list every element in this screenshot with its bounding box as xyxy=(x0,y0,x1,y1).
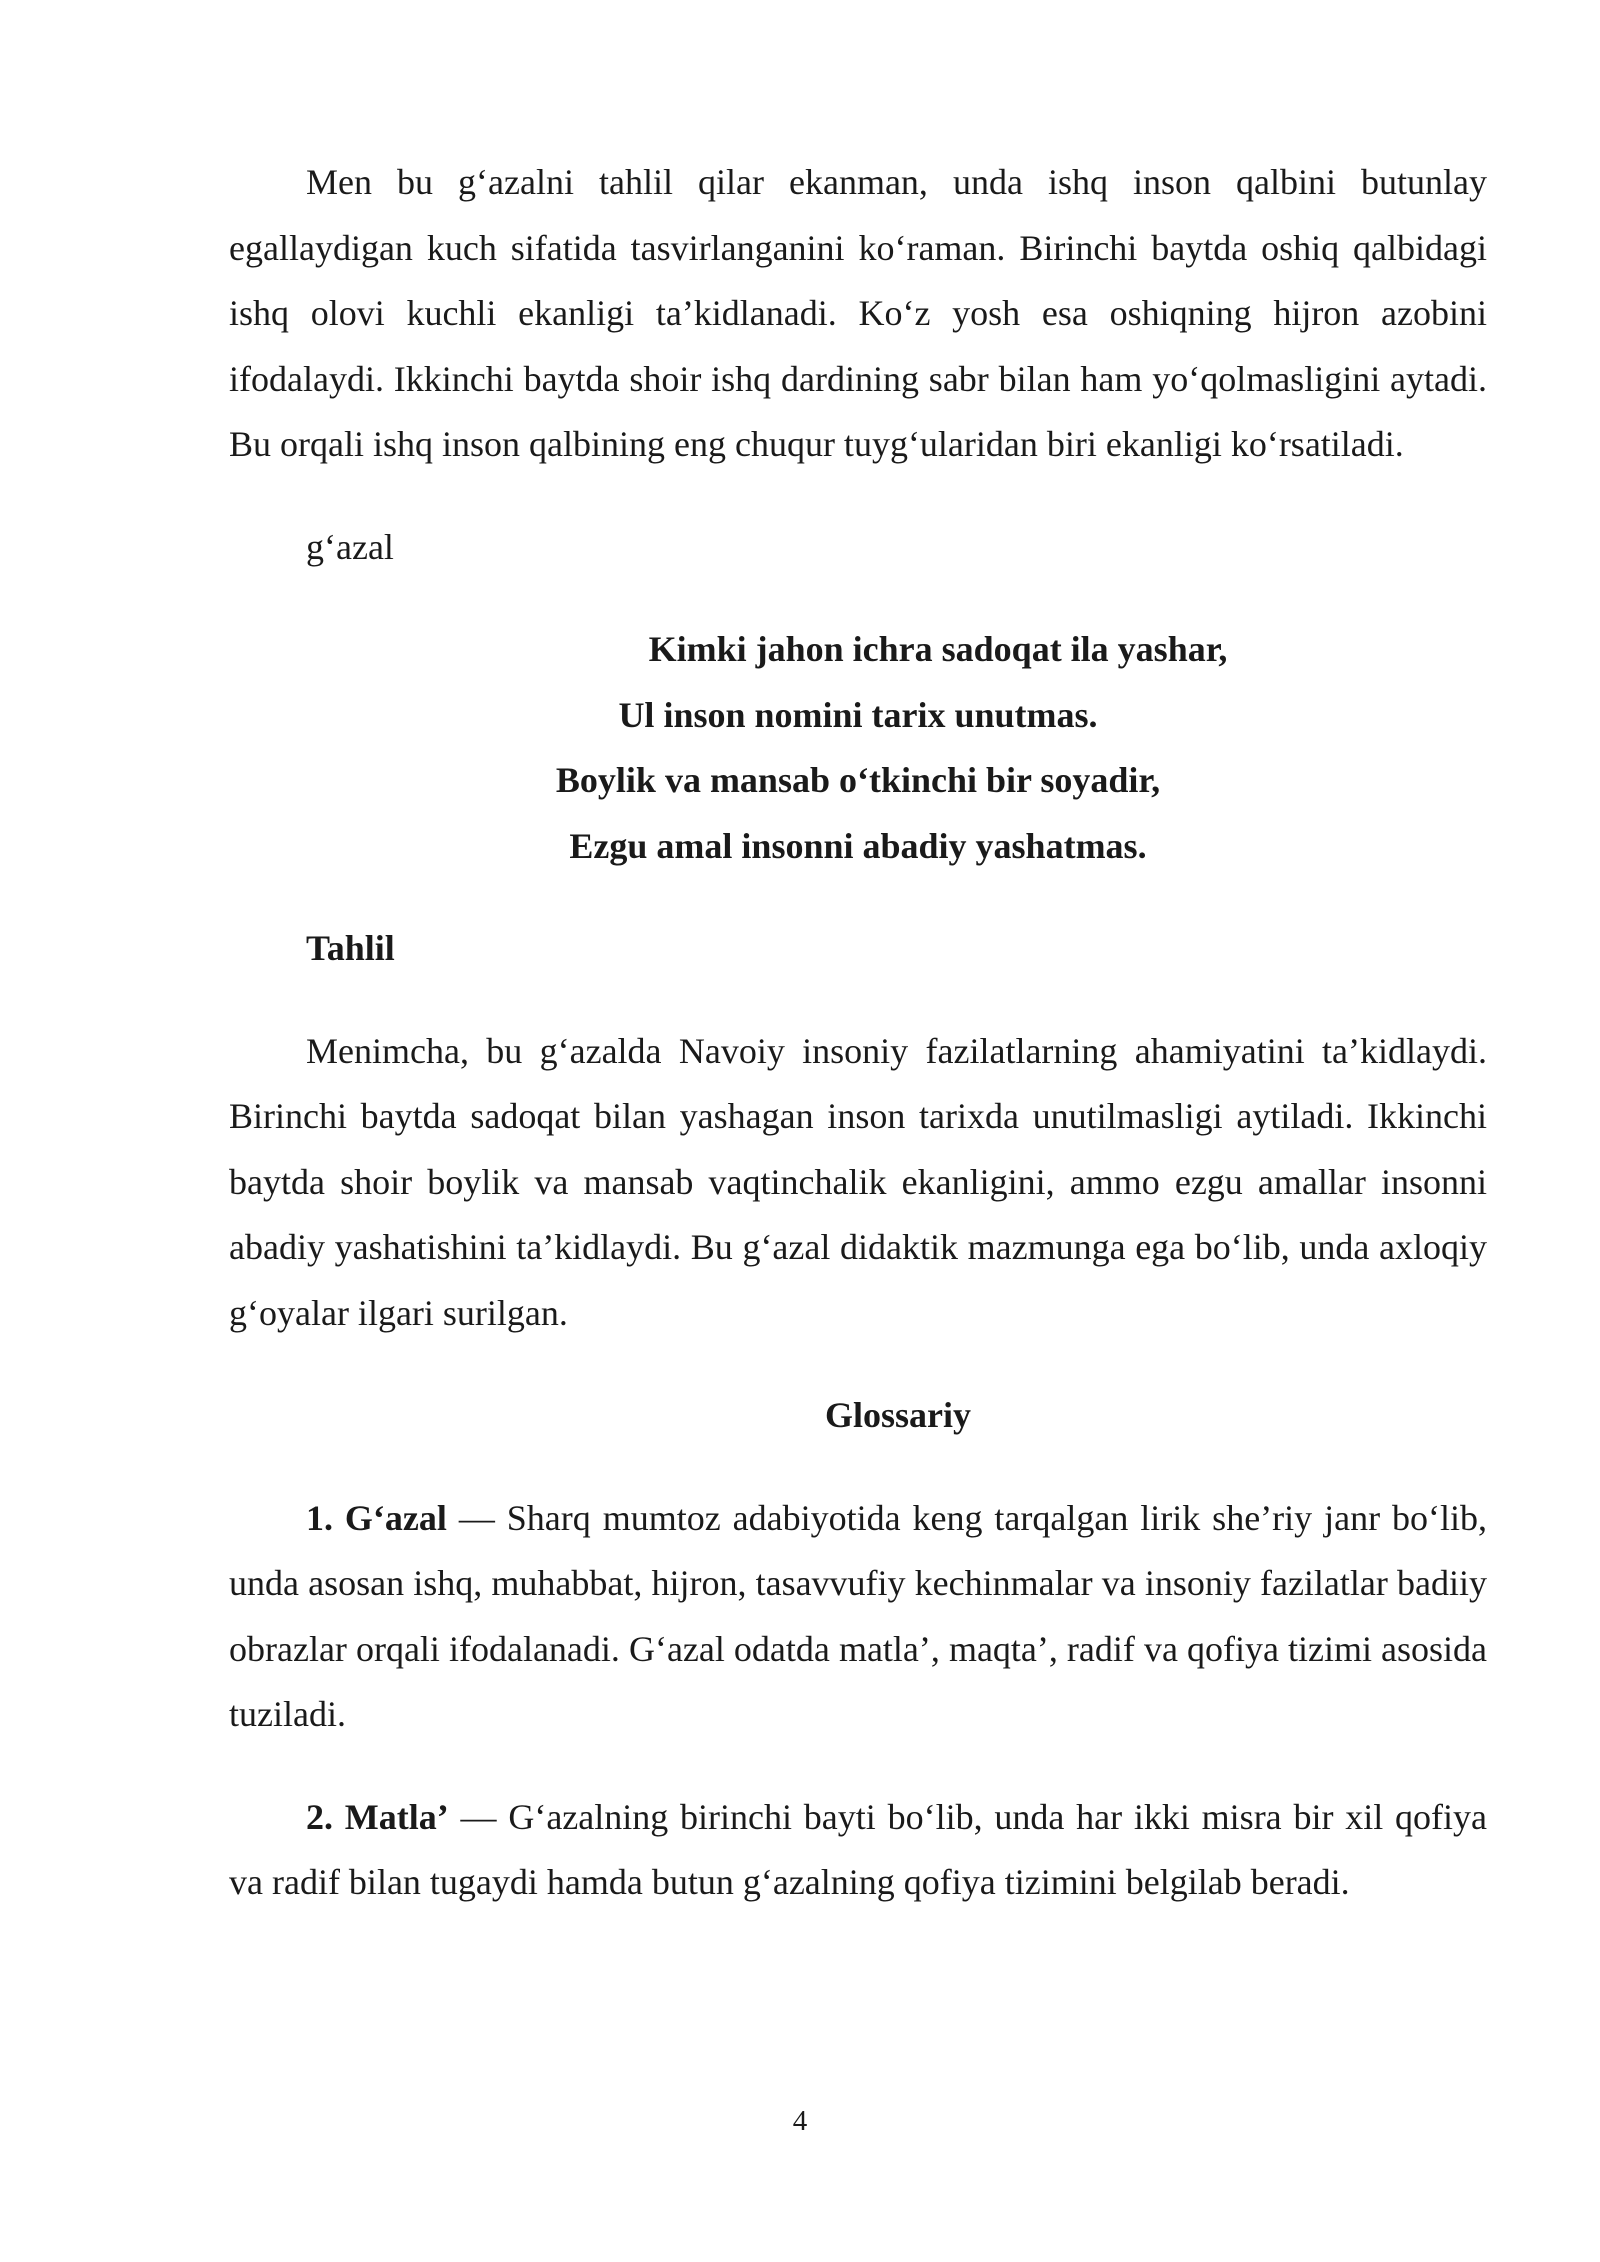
poem-line-4: Ezgu amal insonni abadiy yashatmas. xyxy=(569,825,1147,866)
poem-line-3: Boylik va mansab o‘tkinchi bir soyadir, xyxy=(555,760,1161,800)
glossary-heading: Glossariy xyxy=(824,1395,971,1435)
gazal-label: g‘azal xyxy=(306,526,394,567)
analysis-paragraph-2: Menimcha, bu g‘azalda Navoiy insoniy fazilatlarning ahamiyatini ta’kidlaydi. Birinchi baytda sadoqat bilan yashagan inson tarixda unutilmasligi aytiladi. Ikkinchi baytda shoir boylik va mansab vaqtinchalik ekanligini, ammo ezgu amallar insonni abadiy yashatishini ta’kidlaydi. Bu g‘azal didaktik mazmunga ega bo‘lib, unda axloqiy g‘oyalar ilgari surilgan. xyxy=(229,1030,1487,1333)
glossary-definition-1: — Sharq mumtoz adabiyotida keng tarqalgan lirik she’riy janr bo‘lib, unda asosan ishq, muhabbat, hijron, tasavvufiy kechinmalar va insoniy fazilatlar badiiy obrazlar orqali ifodalanadi. G‘azal odatda matla’, maqta’, radif va qofiya tizimi asosida tuziladi. xyxy=(229,1497,1487,1734)
poem-line-2: Ul inson nomini tarix unutmas. xyxy=(618,694,1098,735)
document-page xyxy=(229,150,1487,1916)
glossary-entry-1 xyxy=(229,1486,1487,1748)
glossary-term-2: 2. Matla’ xyxy=(306,1796,449,1837)
glossary-term-1: 1. G‘azal xyxy=(306,1497,447,1538)
analysis-paragraph-1: Men bu g‘azalni tahlil qilar ekanman, unda ishq inson qalbini butunlay egallaydigan kuch sifatida tasvirlanganini ko‘raman. Birinchi baytda oshiq qalbidagi ishq olovi kuchli ekanligi ta’kidlanadi. Ko‘z yosh esa oshiqning hijron azobini ifodalaydi. Ikkinchi baytda shoir ishq dardining sabr bilan ham yo‘qolmasligini aytadi. Bu orqali ishq inson qalbining eng chuqur tuyg‘ularidan biri ekanligi ko‘rsatiladi. xyxy=(229,162,1487,464)
glossary-entry-2 xyxy=(229,1785,1487,1916)
page-number: 4 xyxy=(792,2105,808,2137)
tahlil-heading: Tahlil xyxy=(306,928,395,968)
poem-line-1: Kimki jahon ichra sadoqat ila yashar, xyxy=(648,629,1228,669)
glossary-definition-2: — G‘azalning birinchi bayti bo‘lib, unda har ikki misra bir xil qofiya va radif bilan tugaydi hamda butun g‘azalning qofiya tizimini belgilab beradi. xyxy=(229,1796,1487,1902)
poem-block xyxy=(229,617,1487,879)
